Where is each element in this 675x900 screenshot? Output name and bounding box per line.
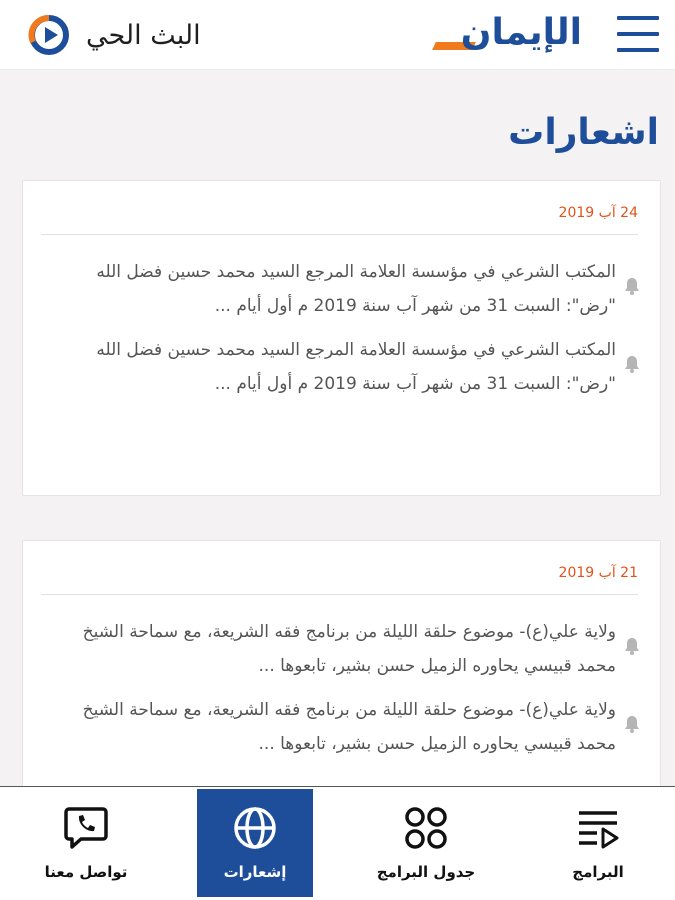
notification-item[interactable] [63, 615, 642, 683]
nav-notifications[interactable] [197, 789, 313, 897]
bell-icon [622, 636, 642, 656]
notification-text: ولاية علي(ع)- موضوع حلقة الليلة من برنامج فقه الشريعة، مع سماحة الشيخ محمد قبيسي يحاوره الزميل حسن بشير، تابعوها ... [82, 700, 616, 754]
playlist-icon [575, 805, 621, 851]
globe-icon [232, 805, 278, 851]
live-stream-button[interactable] [28, 12, 201, 58]
notification-text: ولاية علي(ع)- موضوع حلقة الليلة من برنامج فقه الشريعة، مع سماحة الشيخ محمد قبيسي يحاوره الزميل حسن بشير، تابعوها ... [82, 622, 616, 676]
nav-programs-label: البرامج [572, 863, 624, 881]
grid-icon [403, 805, 449, 851]
nav-contact[interactable] [28, 789, 144, 897]
bottom-nav [0, 786, 675, 900]
page-title: اشعارات [508, 112, 659, 153]
notification-item[interactable] [63, 255, 642, 323]
app-logo[interactable] [434, 12, 586, 58]
group-date: 21 آب 2019 [558, 565, 638, 581]
nav-notifications-label: إشعارات [223, 863, 287, 881]
notification-text: المكتب الشرعي في مؤسسة العلامة المرجع السيد محمد حسين فضل الله "رض": السبت 31 من شهر آب سنة 2019 م أول أيام ... [96, 340, 616, 394]
app-header [0, 0, 675, 70]
live-stream-label: البث الحي [86, 19, 201, 51]
chat-phone-icon [63, 805, 109, 851]
divider [41, 234, 638, 235]
nav-programs[interactable] [540, 789, 656, 897]
bell-icon [622, 714, 642, 734]
nav-schedule[interactable] [368, 789, 484, 897]
group-date: 24 آب 2019 [558, 205, 638, 221]
notification-item[interactable] [63, 693, 642, 761]
notification-text: المكتب الشرعي في مؤسسة العلامة المرجع السيد محمد حسين فضل الله "رض": السبت 31 من شهر آب سنة 2019 م أول أيام ... [96, 262, 616, 316]
divider [41, 594, 638, 595]
play-icon [28, 14, 70, 56]
notification-group [22, 540, 661, 800]
hamburger-menu-icon[interactable] [615, 14, 661, 54]
logo-text: الإيمان [460, 12, 582, 53]
bell-icon [622, 354, 642, 374]
nav-contact-label: تواصل معنا [44, 863, 128, 881]
nav-schedule-label: جدول البرامج [376, 863, 476, 881]
notification-item[interactable] [63, 333, 642, 401]
bell-icon [622, 276, 642, 296]
notification-group [22, 180, 661, 496]
